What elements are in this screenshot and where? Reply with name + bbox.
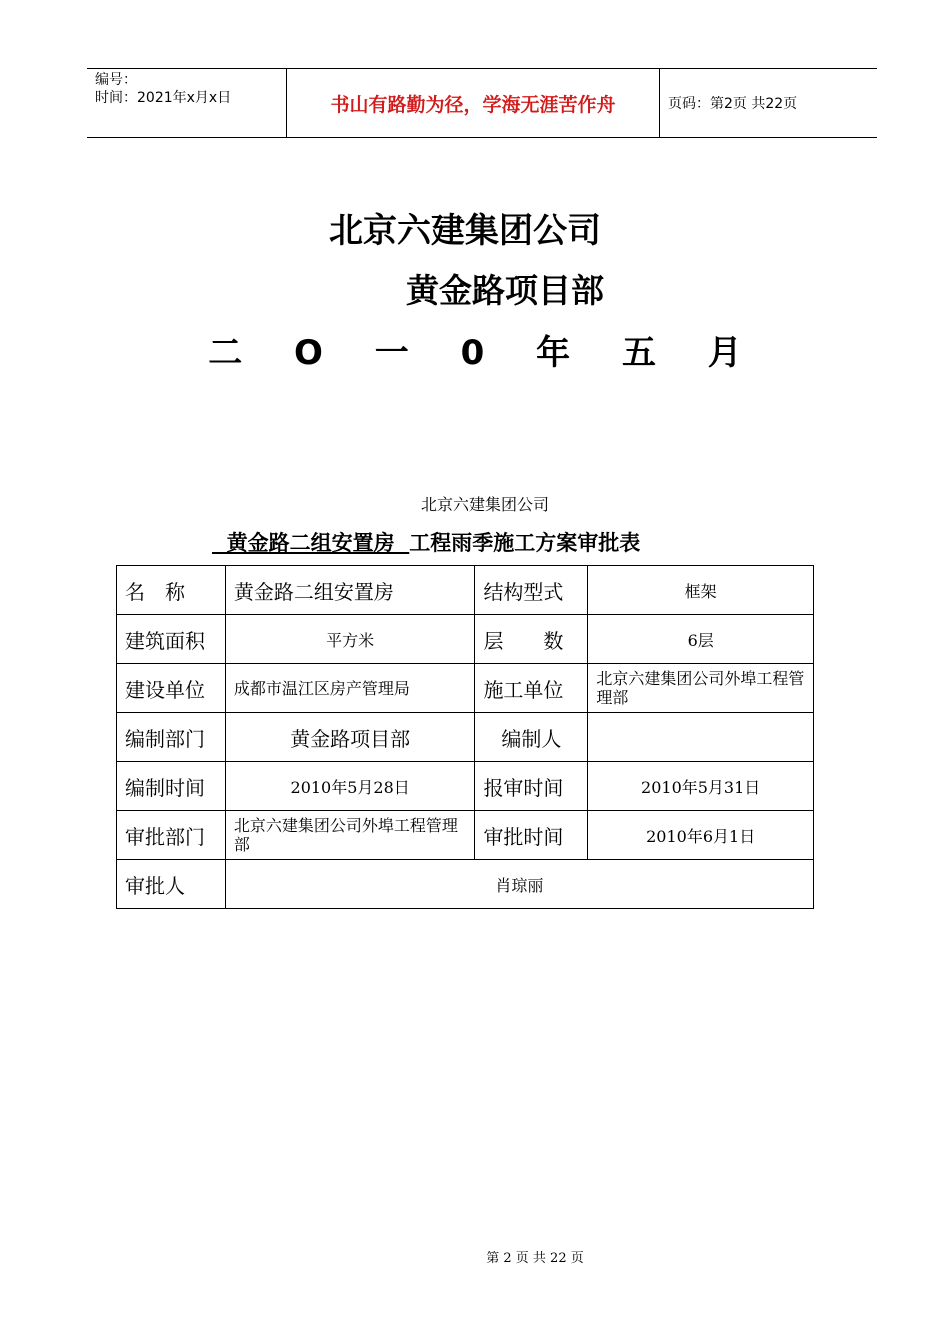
value-submit-time: 2010年5月31日 [588,762,814,811]
form-title [212,527,640,557]
page-header [87,68,877,138]
cover-company: 北京六建集团公司 [329,211,601,251]
table-row [117,811,814,860]
label-prep-time: 编制时间 [117,762,226,811]
value-area: 平方米 [225,615,475,664]
value-owner: 成都市温江区房产管理局 [225,664,475,713]
table-row [117,762,814,811]
table-row [117,615,814,664]
form-title-project-underline [212,531,409,555]
header-page-info: 页码：第2页 共22页 [668,96,798,112]
form-title-rest: 工程雨季施工方案审批表 [409,531,641,555]
label-prep-dept: 编制部门 [117,713,226,762]
label-preparer: 编制人 [475,713,588,762]
header-time: 时间：2021年x月x日 [95,90,232,106]
label-structure: 结构型式 [475,566,588,615]
value-approve-time: 2010年6月1日 [588,811,814,860]
page-footer: 第 2 页 共 22 页 [486,1251,584,1266]
label-name: 名 称 [117,566,226,615]
table-row [117,566,814,615]
header-motto: 书山有路勤为径，学海无涯苦作舟 [287,69,660,137]
value-structure: 框架 [588,566,814,615]
value-prep-dept: 黄金路项目部 [225,713,475,762]
table-row [117,664,814,713]
label-submit-time: 报审时间 [475,762,588,811]
table-row [117,713,814,762]
label-approve-dept: 审批部门 [117,811,226,860]
value-contractor: 北京六建集团公司外埠工程管理部 [588,664,814,713]
label-contractor: 施工单位 [475,664,588,713]
label-area: 建筑面积 [117,615,226,664]
form-title-project: 黄金路二组安置房 [212,531,410,555]
cover-department: 黄金路项目部 [406,271,604,310]
value-name: 黄金路二组安置房 [225,566,475,615]
table-row [117,860,814,909]
label-approver: 审批人 [117,860,226,909]
value-floors: 6层 [588,615,814,664]
header-meta [87,69,287,137]
value-approve-dept: 北京六建集团公司外埠工程管理部 [225,811,475,860]
label-owner: 建设单位 [117,664,226,713]
label-floors: 层 数 [475,615,588,664]
value-prep-time: 2010年5月28日 [225,762,475,811]
label-approve-time: 审批时间 [475,811,588,860]
header-number: 编号： [95,72,137,88]
value-preparer [588,713,814,762]
approval-table [116,565,814,909]
form-company: 北京六建集团公司 [420,495,549,514]
cover-date: 二 O 一 0 年 五 月 [208,333,762,373]
value-approver: 肖琼丽 [225,860,813,909]
